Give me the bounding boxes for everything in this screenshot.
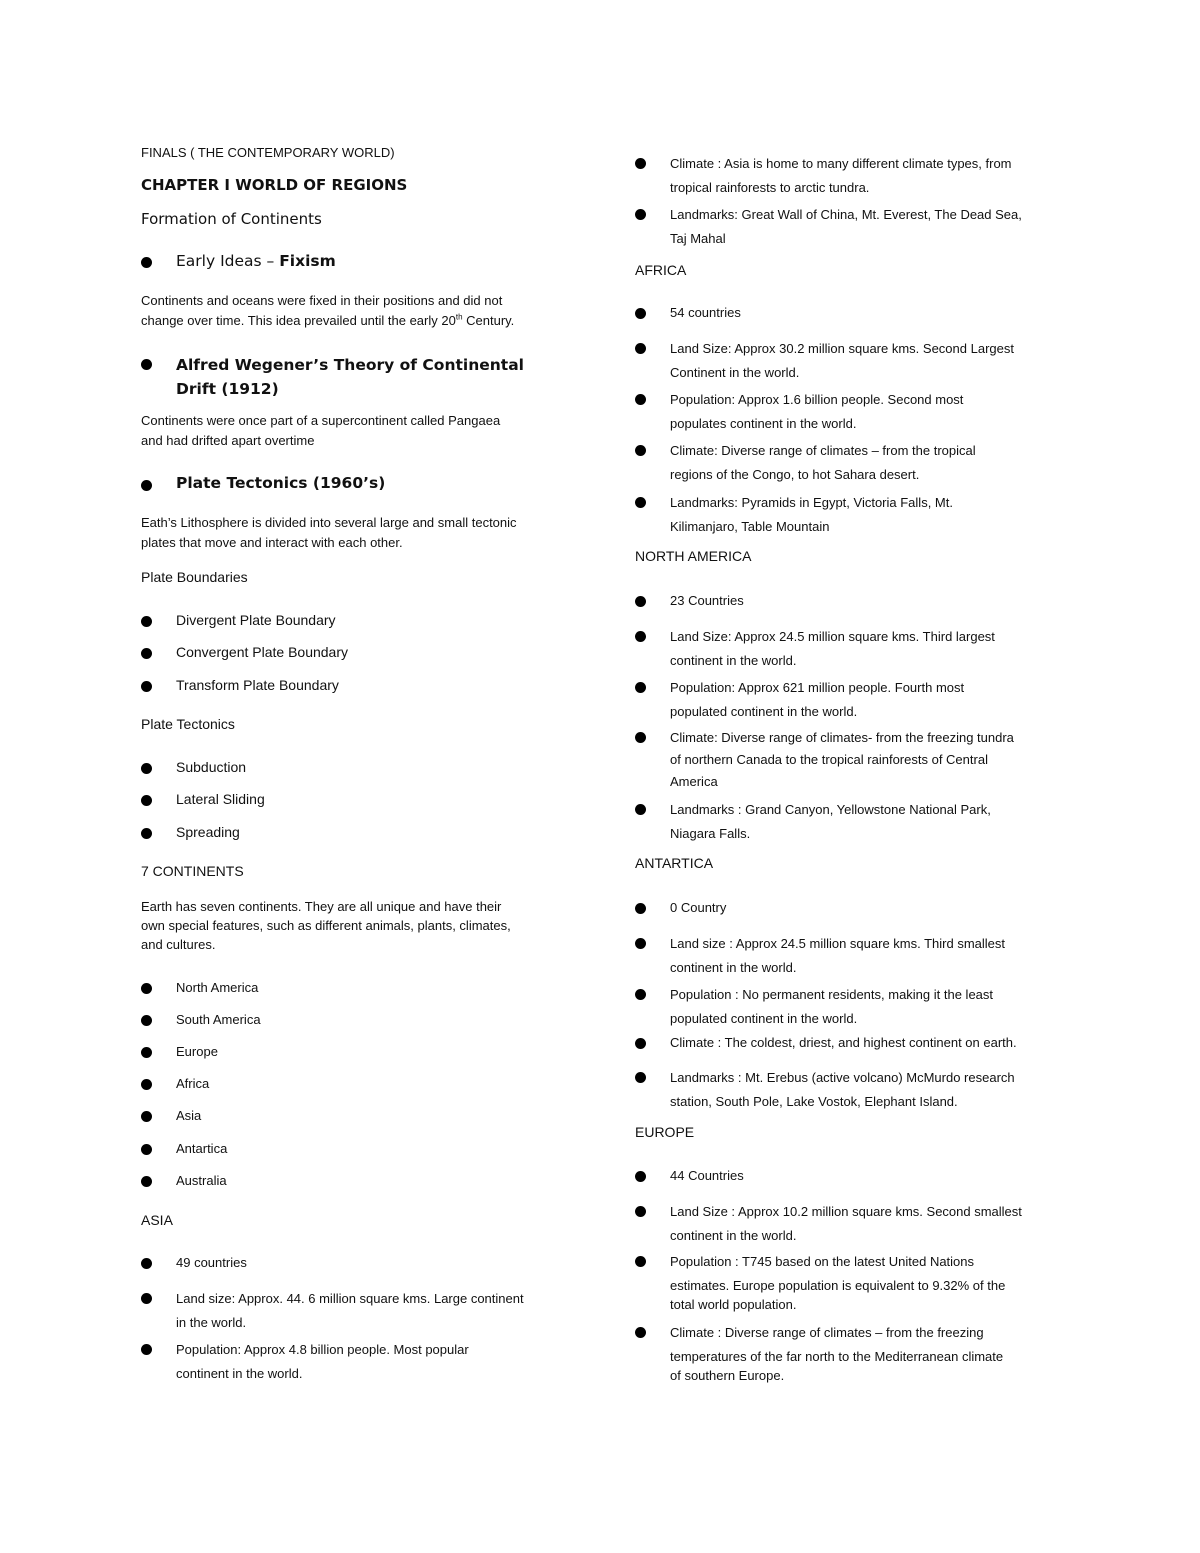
fixism-text-sup: th: [455, 312, 463, 322]
list-item-text: Transform Plate Boundary: [176, 677, 339, 693]
wegener-text-line2: and had drifted apart overtime: [141, 433, 315, 448]
list-item-text: Population : No permanent residents, making it the least: [670, 987, 994, 1002]
asia-title: ASIA: [141, 1212, 173, 1228]
list-item-text: Land Size: Approx 24.5 million square kms. Third largest: [670, 629, 995, 644]
bullet-icon: [141, 763, 152, 774]
bullet-icon: [635, 1072, 646, 1083]
seven-continents-text-line2: own special features, such as different animals, plants, climates,: [141, 918, 511, 933]
document-header: FINALS ( THE CONTEMPORARY WORLD): [141, 145, 395, 160]
list-item-text: Landmarks: Pyramids in Egypt, Victoria Falls, Mt.: [670, 495, 953, 510]
list-item-text: Kilimanjaro, Table Mountain: [670, 519, 830, 534]
list-item-text: temperatures of the far north to the Mediterranean climate: [670, 1349, 1004, 1364]
list-item-text: Spreading: [176, 824, 240, 840]
bullet-icon: [141, 1111, 152, 1122]
bullet-icon: [141, 1258, 152, 1269]
list-item-text: regions of the Congo, to hot Sahara desert.: [670, 467, 920, 482]
bullet-icon: [141, 359, 152, 370]
bullet-icon: [635, 903, 646, 914]
list-item-text: Landmarks : Grand Canyon, Yellowstone National Park,: [670, 802, 991, 817]
bullet-icon: [141, 1293, 152, 1304]
seven-continents-title: 7 CONTINENTS: [141, 863, 244, 879]
list-item-text: Landmarks: Great Wall of China, Mt. Everest, The Dead Sea,: [670, 207, 1022, 222]
bullet-icon: [635, 732, 646, 743]
fixism-text-post: Century.: [462, 313, 515, 328]
bullet-icon: [635, 1206, 646, 1217]
list-item-text: continent in the world.: [176, 1366, 303, 1381]
bullet-icon: [141, 1176, 152, 1187]
list-item-text: Convergent Plate Boundary: [176, 644, 348, 660]
list-item-text: Climate: Diverse range of climates- from the freezing tundra: [670, 730, 1014, 745]
list-item-text: Land Size: Approx 30.2 million square kms. Second Largest: [670, 341, 1014, 356]
bullet-icon: [141, 648, 152, 659]
bullet-icon: [635, 804, 646, 815]
list-item-text: Land Size : Approx 10.2 million square kms. Second smallest: [670, 1204, 1022, 1219]
bullet-icon: [635, 209, 646, 220]
plate-tectonics-text-line2: plates that move and interact with each other.: [141, 535, 403, 550]
chapter-title: CHAPTER I WORLD OF REGIONS: [141, 176, 408, 194]
list-item-text: 23 Countries: [670, 593, 744, 608]
bullet-icon: [635, 158, 646, 169]
early-ideas-prefix: Early Ideas –: [176, 252, 280, 270]
list-item-text: Continent in the world.: [670, 365, 800, 380]
list-item-text: North America: [176, 980, 259, 995]
list-item-text: Land size : Approx 24.5 million square kms. Third smallest: [670, 936, 1006, 951]
bullet-icon: [635, 596, 646, 607]
bullet-icon: [635, 1256, 646, 1267]
bullet-icon: [141, 616, 152, 627]
list-item-text: Australia: [176, 1173, 227, 1188]
list-item-text: of southern Europe.: [670, 1368, 785, 1383]
list-item-text: Land size: Approx. 44. 6 million square kms. Large continent: [176, 1291, 524, 1306]
bullet-icon: [141, 1015, 152, 1026]
bullet-icon: [141, 1079, 152, 1090]
africa-title: AFRICA: [635, 262, 687, 278]
bullet-icon: [141, 480, 152, 491]
list-item-text: 54 countries: [670, 305, 741, 320]
list-item-text: continent in the world.: [670, 960, 797, 975]
list-item-text: Population : T745 based on the latest United Nations: [670, 1254, 975, 1269]
bullet-icon: [635, 1327, 646, 1338]
list-item-text: Antartica: [176, 1141, 228, 1156]
bullet-icon: [141, 983, 152, 994]
plate-tectonics-heading-text: Plate Tectonics (1960’s): [176, 474, 386, 492]
bullet-icon: [141, 681, 152, 692]
wegener-heading-line1: Alfred Wegener’s Theory of Continental: [176, 356, 524, 374]
bullet-icon: [141, 1047, 152, 1058]
bullet-icon: [635, 1038, 646, 1049]
bullet-icon: [141, 1344, 152, 1355]
bullet-icon: [635, 308, 646, 319]
list-item-text: South America: [176, 1012, 261, 1027]
list-item-text: populated continent in the world.: [670, 1011, 858, 1026]
bullet-icon: [141, 795, 152, 806]
list-item-text: total world population.: [670, 1297, 797, 1312]
list-item-text: Africa: [176, 1076, 210, 1091]
list-item-text: Lateral Sliding: [176, 791, 265, 807]
fixism-text-line2: [141, 313, 514, 328]
bullet-icon: [635, 682, 646, 693]
list-item-text: America: [670, 774, 718, 789]
seven-continents-text-line3: and cultures.: [141, 937, 216, 952]
list-item-text: Asia: [176, 1108, 202, 1123]
list-item-text: Climate : The coldest, driest, and highest continent on earth.: [670, 1035, 1017, 1050]
bullet-icon: [635, 1171, 646, 1182]
list-item-text: Climate : Asia is home to many different climate types, from: [670, 156, 1012, 171]
antartica-title: ANTARTICA: [635, 855, 714, 871]
list-item-text: continent in the world.: [670, 1228, 797, 1243]
seven-continents-text-line1: Earth has seven continents. They are all unique and have their: [141, 899, 502, 914]
north-america-title: NORTH AMERICA: [635, 548, 752, 564]
bullet-icon: [141, 257, 152, 268]
bullet-icon: [635, 343, 646, 354]
wegener-heading-line2: Drift (1912): [176, 380, 279, 398]
bullet-icon: [635, 445, 646, 456]
list-item-text: estimates. Europe population is equivalent to 9.32% of the: [670, 1278, 1006, 1293]
bullet-icon: [141, 1144, 152, 1155]
europe-title: EUROPE: [635, 1124, 695, 1140]
bullet-icon: [635, 989, 646, 1000]
list-item-text: Landmarks : Mt. Erebus (active volcano) McMurdo research: [670, 1070, 1015, 1085]
bullet-icon: [141, 828, 152, 839]
wegener-text-line1: Continents were once part of a supercontinent called Pangaea: [141, 413, 501, 428]
list-item-text: of northern Canada to the tropical rainforests of Central: [670, 752, 988, 767]
fixism-text-line1: Continents and oceans were fixed in their positions and did not: [141, 293, 503, 308]
list-item-text: Niagara Falls.: [670, 826, 751, 841]
list-item-text: tropical rainforests to arctic tundra.: [670, 180, 870, 195]
plate-boundaries-title: Plate Boundaries: [141, 569, 248, 585]
list-item-text: Population: Approx 621 million people. Fourth most: [670, 680, 965, 695]
list-item-text: Divergent Plate Boundary: [176, 612, 336, 628]
list-item-text: Climate: Diverse range of climates – from the tropical: [670, 443, 976, 458]
list-item-text: Population: Approx 1.6 billion people. Second most: [670, 392, 964, 407]
list-item-text: Europe: [176, 1044, 218, 1059]
list-item-text: populates continent in the world.: [670, 416, 857, 431]
bullet-icon: [635, 394, 646, 405]
list-item-text: Taj Mahal: [670, 231, 726, 246]
early-ideas-term: Fixism: [279, 252, 336, 270]
list-item-text: continent in the world.: [670, 653, 797, 668]
list-item-text: 0 Country: [670, 900, 727, 915]
bullet-icon: [635, 497, 646, 508]
list-item-text: in the world.: [176, 1315, 247, 1330]
list-item-text: Population: Approx 4.8 billion people. Most popular: [176, 1342, 469, 1357]
plate-tectonics-list-title: Plate Tectonics: [141, 716, 235, 732]
bullet-icon: [635, 631, 646, 642]
plate-tectonics-text-line1: Eath’s Lithosphere is divided into several large and small tectonic: [141, 515, 517, 530]
section-title: Formation of Continents: [141, 210, 322, 228]
list-item-text: populated continent in the world.: [670, 704, 858, 719]
fixism-text-pre: change over time. This idea prevailed until the early 20: [141, 313, 456, 328]
list-item-text: station, South Pole, Lake Vostok, Elephant Island.: [670, 1094, 958, 1109]
bullet-icon: [635, 938, 646, 949]
list-item-text: Climate : Diverse range of climates – from the freezing: [670, 1325, 984, 1340]
list-item-text: 49 countries: [176, 1255, 247, 1270]
list-item-text: 44 Countries: [670, 1168, 744, 1183]
list-item-text: Subduction: [176, 759, 247, 775]
